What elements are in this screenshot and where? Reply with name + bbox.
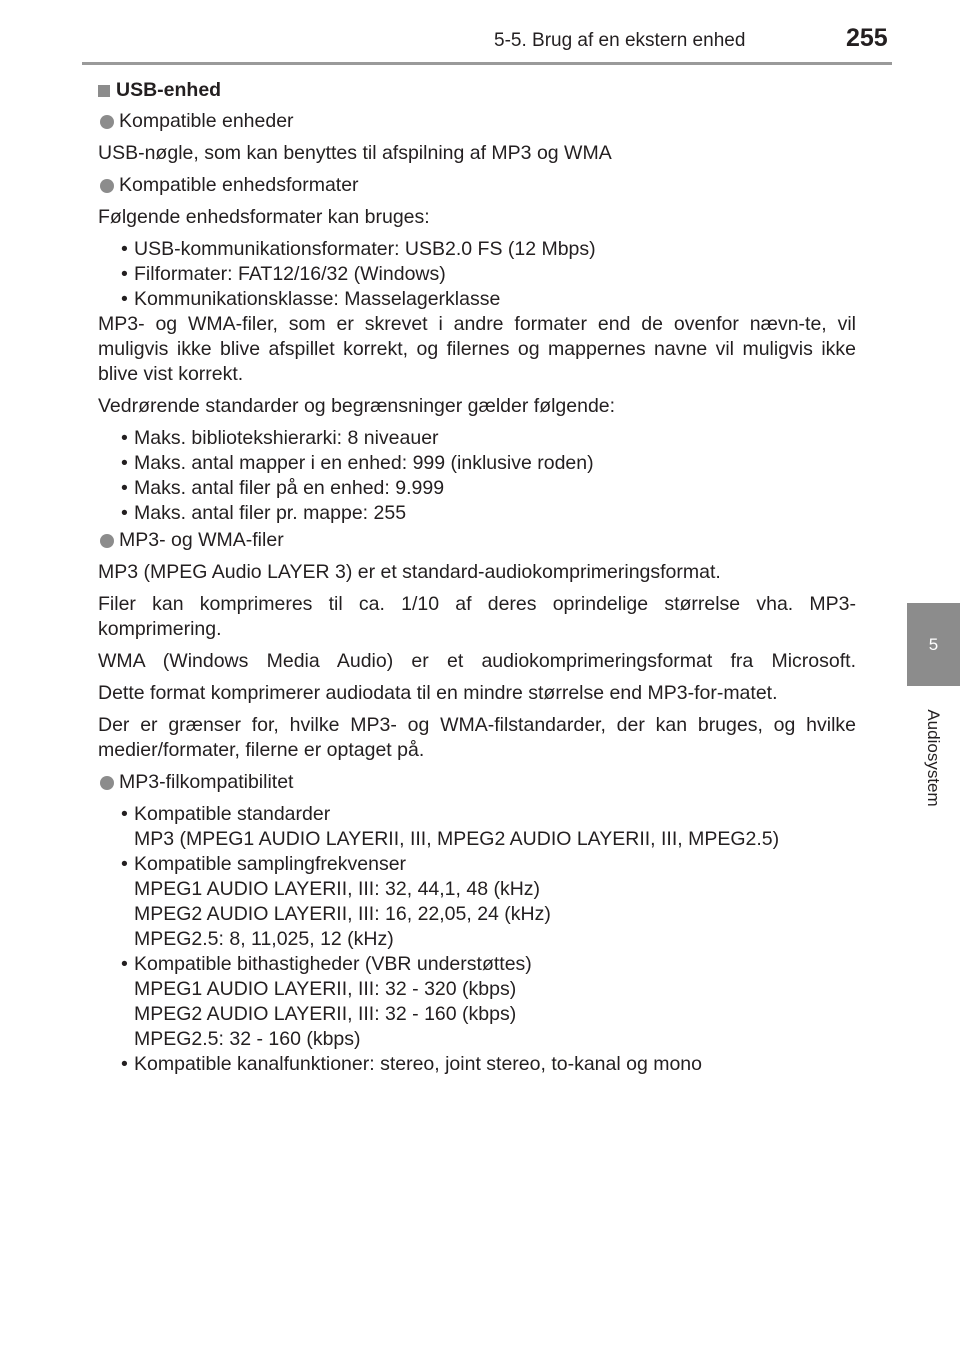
bullet-heading-text: MP3-filkompatibilitet [119, 771, 294, 793]
bullet-heading-text: Kompatible enheder [119, 110, 294, 132]
list-item: • Maks. antal mapper i en enhed: 999 (inklusive roden) [119, 451, 856, 476]
paragraph: MP3 (MPEG Audio LAYER 3) er et standard-audiokomprimeringsformat. [98, 561, 721, 583]
list-item: • Kommunikationsklasse: Masselagerklasse [119, 287, 856, 312]
list-item-title: • Kompatible bithastigheder (VBR understøttes) [134, 953, 532, 975]
circle-bullet-icon [100, 534, 114, 548]
paragraph: MP3- og WMA-filer, som er skrevet i andre formater end de ovenfor nævn-te, vil muligvis ikke blive afspillet korrekt, og filernes og mappernes navne vil muligvis ikke blive vist korrekt. [98, 313, 856, 385]
limits-list [119, 426, 856, 526]
page-content [98, 78, 856, 1077]
compat-list [119, 802, 856, 1077]
paragraph: Vedrørende standarder og begrænsninger gælder følgende: [98, 395, 616, 417]
list-item-bitrates [119, 952, 856, 1052]
chapter-title: Audiosystem [924, 709, 943, 807]
list-item: • Maks. antal filer pr. mappe: 255 [119, 501, 856, 526]
list-item-value: MPEG2 AUDIO LAYERII, III: 32 - 160 (kbps) [134, 1003, 517, 1025]
list-item-value: MPEG2 AUDIO LAYERII, III: 16, 22,05, 24 (kHz) [134, 903, 551, 925]
paragraph: WMA (Windows Media Audio) er et audiokomprimeringsformat fra Microsoft. [98, 650, 856, 672]
list-item-value: MP3 (MPEG1 AUDIO LAYERII, III, MPEG2 AUDIO LAYERII, III, MPEG2.5) [134, 828, 780, 850]
format-list [119, 237, 856, 312]
square-bullet-icon [98, 85, 110, 97]
list-item: • Maks. antal filer på en enhed: 9.999 [119, 476, 856, 501]
bullet-heading-text: MP3- og WMA-filer [119, 529, 284, 551]
circle-bullet-icon [100, 179, 114, 193]
list-item-value: MPEG1 AUDIO LAYERII, III: 32, 44,1, 48 (kHz) [134, 878, 541, 900]
circle-bullet-icon [100, 115, 114, 129]
list-item-channels: • Kompatible kanalfunktioner: stereo, joint stereo, to-kanal og mono [119, 1052, 856, 1077]
list-item-value: MPEG2.5: 8, 11,025, 12 (kHz) [134, 928, 394, 950]
list-item-standards [119, 802, 856, 852]
chapter-tab [907, 603, 960, 686]
bullet-heading-compatible-devices [100, 109, 856, 134]
list-item-value: MPEG2.5: 32 - 160 (kbps) [134, 1028, 361, 1050]
section-heading-text: USB-enhed [116, 79, 222, 101]
paragraph: USB-nøgle, som kan benyttes til afspilning af MP3 og WMA [98, 142, 612, 164]
list-item-value: MPEG1 AUDIO LAYERII, III: 32 - 320 (kbps) [134, 978, 517, 1000]
bullet-heading-mp3-compat [100, 770, 856, 795]
page-number: 255 [846, 24, 888, 52]
list-item: • USB-kommunikationsformater: USB2.0 FS (12 Mbps) [119, 237, 856, 262]
list-item-sampling [119, 852, 856, 952]
circle-bullet-icon [100, 776, 114, 790]
header-section-title: 5-5. Brug af en ekstern enhed [494, 30, 746, 51]
bullet-heading-device-formats [100, 173, 856, 198]
paragraph: Dette format komprimerer audiodata til en mindre størrelse end MP3-for-matet. [98, 682, 778, 704]
bullet-heading-text: Kompatible enhedsformater [119, 174, 359, 196]
paragraph: Der er grænser for, hvilke MP3- og WMA-filstandarder, der kan bruges, og hvilke medier/formater, filerne er optaget på. [98, 714, 856, 761]
list-item-title: • Kompatible standarder [134, 803, 331, 825]
list-item: • Filformater: FAT12/16/32 (Windows) [119, 262, 856, 287]
section-heading [98, 78, 856, 103]
paragraph: Følgende enhedsformater kan bruges: [98, 206, 430, 228]
bullet-heading-mp3-wma [100, 528, 856, 553]
paragraph: Filer kan komprimeres til ca. 1/10 af deres oprindelige størrelse vha. MP3-komprimering. [98, 593, 856, 640]
list-item: • Maks. bibliotekshierarki: 8 niveauer [119, 426, 856, 451]
chapter-number: 5 [928, 634, 939, 654]
list-item-title: • Kompatible samplingfrekvenser [134, 853, 407, 875]
header-rule [82, 62, 892, 65]
